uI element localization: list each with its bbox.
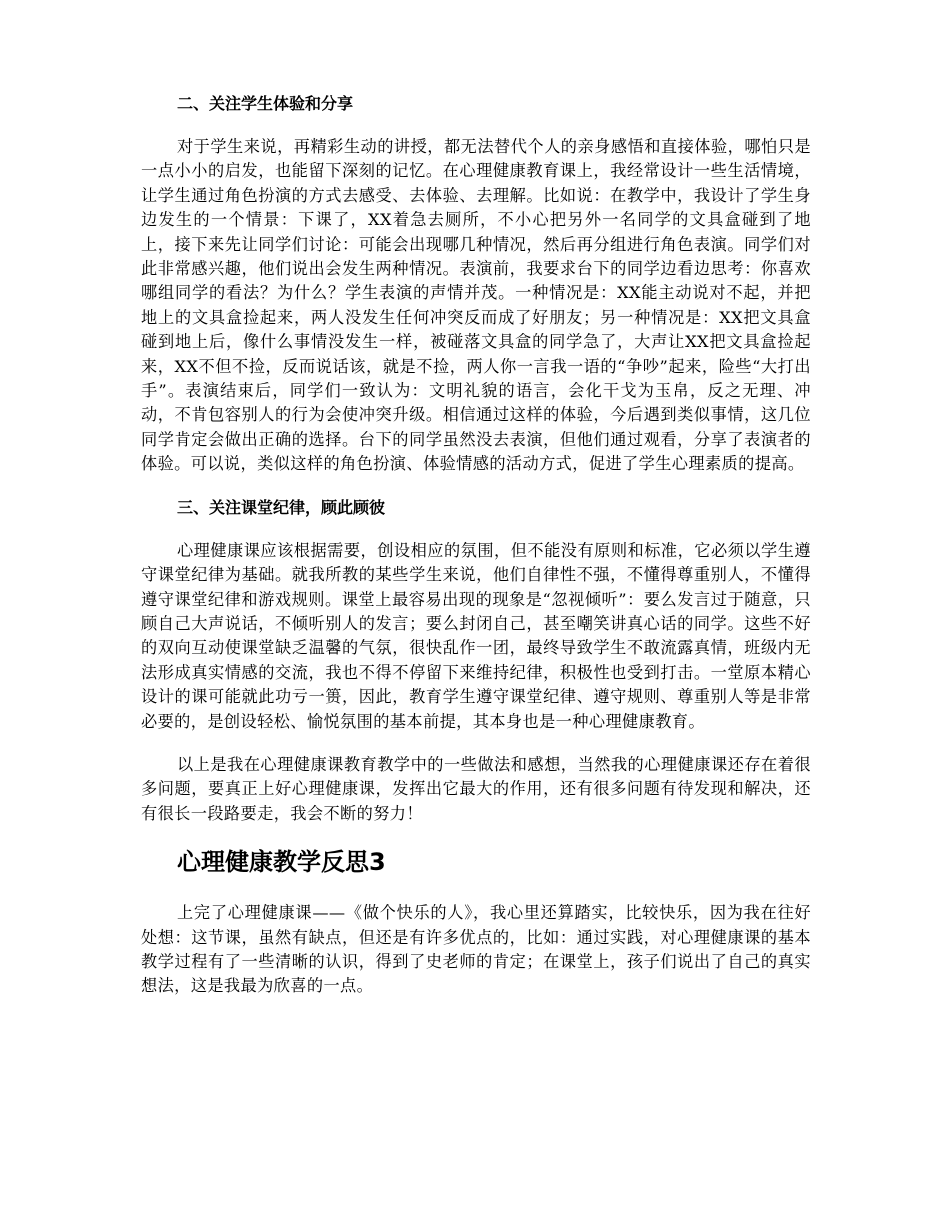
reflection-title: 心理健康教学反思3 (177, 848, 386, 877)
document-body (141, 92, 811, 1018)
section-heading-classroom-discipline: 三、关注课堂纪律，顾此顾彼 (177, 497, 386, 517)
paragraph-discipline: 心理健康课应该根据需要，创设相应的氛围，但不能没有原则和标准，它必须以学生遵守课堂纪律为基础。就我所教的某些学生来说，他们自律性不强，不懂得尊重别人，不懂得遵守课堂纪律和游戏规则。课堂上最容易出现的现象是“忽视倾听”：要么发言过于随意，只顾自己大声说话，不倾听别人的发言；要么封闭自己，甚至嘲笑讲真心话的同学。这些不好的双向互动使课堂缺乏温馨的气氛，很快乱作一团，最终导致学生不敢流露真情，班级内无法形成真实情感的交流，我也不得不停留下来维持纪律，积极性也受到打击。一堂原本精心设计的课可能就此功亏一篑，因此，教育学生遵守课堂纪律、遵守规则、尊重别人等是非常必要的，是创设轻松、愉悦氛围的基本前提，其本身也是一种心理健康教育。 (141, 540, 811, 731)
paragraph-reflection-3: 上完了心理健康课——《做个快乐的人》，我心里还算踏实，比较快乐，因为我在往好处想：这节课，虽然有缺点，但还是有许多优点的，比如：通过实践，对心理健康课的基本教学过程有了一些清晰的认识，得到了史老师的肯定；在课堂上，孩子们说出了自己的真实想法，这是我最为欣喜的一点。 (141, 903, 811, 996)
section-heading-experience-sharing: 二、关注学生体验和分享 (177, 94, 354, 113)
paragraph-conclusion: 以上是我在心理健康课教育教学中的一些做法和感想，当然我的心理健康课还存在着很多问题，要真正上好心理健康课，发挥出它最大的作用，还有很多问题有待发现和解决，还有很长一段路要走，我会不断的努力！ (141, 754, 811, 823)
paragraph-role-play: 对于学生来说，再精彩生动的讲授，都无法替代个人的亲身感悟和直接体验，哪怕只是一点小小的启发，也能留下深刻的记忆。在心理健康教育课上，我经常设计一些生活情境，让学生通过角色扮演的方式去感受、去体验、去理解。比如说：在教学中，我设计了学生身边发生的一个情景：下课了，XX着急去厕所，不小心把另外一名同学的文具盒碰到了地上，接下来先让同学们讨论：可能会出现哪几种情况，然后再分组进行角色表演。同学们对此非常感兴趣，他们说出会发生两种情况。表演前，我要求台下的同学边看边思考：你喜欢哪组同学的看法？为什么？学生表演的声情并茂。一种情况是：XX能主动说对不起，并把地上的文具盒捡起来，两人没发生任何冲突反而成了好朋友；另一种情况是：XX把文具盒碰到地上后，像什么事情没发生一样，被碰落文具盒的同学急了，大声让XX把文具盒捡起来，XX不但不捡，反而说话该，就是不捡，两人你一言我一语的“争吵”起来，险些“大打出手”。表演结束后，同学们一致认为：文明礼貌的语言，会化干戈为玉帛，反之无理、冲动，不肯包容别人的行为会使冲突升级。相信通过这样的体验，今后遇到类似事情，这几位同学肯定会做出正确的选择。台下的同学虽然没去表演，但他们通过观看，分享了表演者的体验。可以说，类似这样的角色扮演、体验情感的活动方式，促进了学生心理素质的提高。 (141, 137, 811, 474)
